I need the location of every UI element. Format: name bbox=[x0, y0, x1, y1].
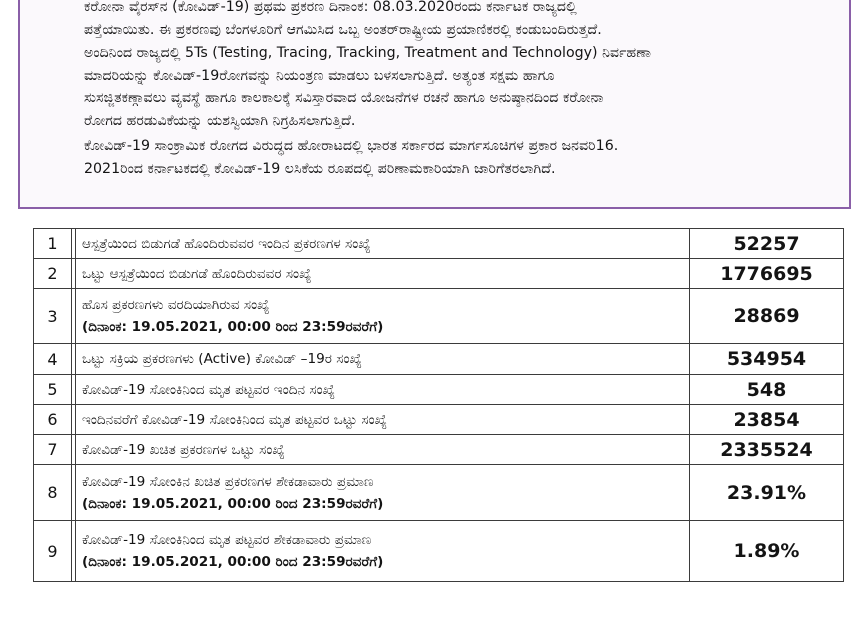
row-label: ಕೋವಿಡ್-19 ಖಚಿತ ಪ್ರಕರಣಗಳ ಒಟ್ಟು ಸಂಖ್ಯೆ bbox=[82, 441, 285, 458]
table-row bbox=[34, 465, 844, 521]
intro-line: ಕರೋನಾ ವೈರಸ್‌ನ (ಕೋವಿಡ್-19) ಪ್ರಥಮ ಪ್ರಕರಣ ದಿನಾಂಕ: 08.03.2020ರಂದು ಕರ್ನಾಟಕ ರಾಜ್ಯದಲ್ಲಿ bbox=[84, 0, 577, 15]
row-number: 5 bbox=[34, 375, 72, 405]
row-label: ಆಸ್ಪತ್ರೆಯಿಂದ ಬಿಡುಗಡೆ ಹೊಂದಿರುವವರ ಇಂದಿನ ಪ್ರಕರಣಗಳ ಸಂಖ್ಯೆ bbox=[82, 235, 371, 252]
table-row bbox=[34, 405, 844, 435]
row-description bbox=[76, 521, 690, 582]
row-description bbox=[76, 435, 690, 465]
row-number: 1 bbox=[34, 229, 72, 259]
intro-paragraph-2 bbox=[84, 42, 839, 132]
row-description bbox=[76, 259, 690, 289]
intro-line: ಕೋವಿಡ್-19 ಸಾಂಕ್ರಾಮಿಕ ರೋಗದ ವಿರುದ್ಧದ ಹೋರಾಟದಲ್ಲಿ ಭಾರತ ಸರ್ಕಾರದ ಮಾರ್ಗಸೂಚಿಗಳ ಪ್ರಕಾರ ಜನವರಿ16. bbox=[84, 138, 619, 154]
row-value: 23854 bbox=[690, 405, 844, 435]
intro-line: ಮಾದರಿಯನ್ನು ಕೋವಿಡ್-19ರೋಗವನ್ನು ನಿಯಂತ್ರಣ ಮಾಡಲು ಬಳಸಲಾಗುತ್ತಿದೆ. ಅತ್ಯಂತ ಸಕ್ಷಮ ಹಾಗೂ bbox=[84, 67, 555, 84]
table-row bbox=[34, 229, 844, 259]
table-row bbox=[34, 344, 844, 375]
row-description bbox=[76, 405, 690, 435]
intro-line: 2021ರಿಂದ ಕರ್ನಾಟಕದಲ್ಲಿ ಕೋವಿಡ್-19 ಲಸಿಕೆಯ ರೂಪದಲ್ಲಿ ಪರಿಣಾಮಕಾರಿಯಾಗಿ ಜಾರಿಗೆತರಲಾಗಿದೆ. bbox=[84, 160, 556, 177]
intro-line: ಪತ್ತೆಯಾಯಿತು. ಈ ಪ್ರಕರಣವು ಬೆಂಗಳೂರಿಗೆ ಆಗಮಿಸಿದ ಒಬ್ಬ ಅಂತರ್‌ರಾಷ್ಟ್ರೀಯ ಪ್ರಯಾಣಿಕರಲ್ಲಿ ಕಂಡುಬಂದಿರುತ್ತದೆ. bbox=[84, 21, 602, 38]
row-value: 23.91% bbox=[690, 465, 844, 521]
intro-paragraph-3 bbox=[84, 135, 839, 180]
row-number: 3 bbox=[34, 289, 72, 344]
table-row bbox=[34, 375, 844, 405]
row-number: 6 bbox=[34, 405, 72, 435]
row-value: 548 bbox=[690, 375, 844, 405]
row-description bbox=[76, 229, 690, 259]
row-label: ಒಟ್ಟು ಸಕ್ರಿಯ ಪ್ರಕರಣಗಳು (Active) ಕೋವಿಡ್ –19ರ ಸಂಖ್ಯೆ bbox=[82, 351, 362, 367]
table-row bbox=[34, 521, 844, 582]
row-value: 2335524 bbox=[690, 435, 844, 465]
row-value: 1776695 bbox=[690, 259, 844, 289]
intro-line: ರೋಗದ ಹರಡುವಿಕೆಯನ್ನು ಯಶಸ್ವಿಯಾಗಿ ನಿಗ್ರಹಿಸಲಾಗುತ್ತಿದೆ. bbox=[84, 112, 356, 129]
table-row bbox=[34, 435, 844, 465]
row-value: 534954 bbox=[690, 344, 844, 375]
row-date-range: (ದಿನಾಂಕ: 19.05.2021, 00:00 ರಿಂದ 23:59ರವರೆಗೆ) bbox=[82, 319, 384, 335]
intro-paragraph-1 bbox=[84, 0, 839, 41]
row-value: 28869 bbox=[690, 289, 844, 344]
row-description bbox=[76, 465, 690, 521]
intro-line: ಅಂದಿನಿಂದ ರಾಜ್ಯದಲ್ಲಿ 5Ts (Testing, Tracing, Tracking, Treatment and Technology) ನಿರ್ವಹಣಾ bbox=[84, 45, 652, 61]
covid-stats-table bbox=[33, 228, 844, 582]
row-number: 8 bbox=[34, 465, 72, 521]
row-value: 1.89% bbox=[690, 521, 844, 582]
row-number: 2 bbox=[34, 259, 72, 289]
row-label: ಕೋವಿಡ್-19 ಸೋಂಕಿನ ಖಚಿತ ಪ್ರಕರಣಗಳ ಶೇಕಡಾವಾರು ಪ್ರಮಾಣ bbox=[82, 473, 374, 490]
row-description bbox=[76, 375, 690, 405]
row-number: 7 bbox=[34, 435, 72, 465]
row-label: ಹೊಸ ಪ್ರಕರಣಗಳು ವರದಿಯಾಗಿರುವ ಸಂಖ್ಯೆ bbox=[82, 297, 270, 313]
row-label: ಕೋವಿಡ್-19 ಸೋಂಕಿನಿಂದ ಮೃತ ಪಟ್ಟವರ ಶೇಕಡಾವಾರು ಪ್ರಮಾಣ bbox=[82, 532, 372, 548]
row-label: ಒಟ್ಟು ಆಸ್ಪತ್ರೆಯಿಂದ ಬಿಡುಗಡೆ ಹೊಂದಿರುವವರ ಸಂಖ್ಯೆ bbox=[82, 265, 312, 282]
intro-text-box bbox=[18, 0, 851, 209]
row-number: 9 bbox=[34, 521, 72, 582]
row-label: ಕೋವಿಡ್-19 ಸೋಂಕಿನಿಂದ ಮೃತ ಪಟ್ಟವರ ಇಂದಿನ ಸಂಖ್ಯೆ bbox=[82, 381, 335, 398]
row-date-range: (ದಿನಾಂಕ: 19.05.2021, 00:00 ರಿಂದ 23:59ರವರೆಗೆ) bbox=[82, 495, 384, 512]
table-row bbox=[34, 289, 844, 344]
row-description bbox=[76, 289, 690, 344]
row-date-range: (ದಿನಾಂಕ: 19.05.2021, 00:00 ರಿಂದ 23:59ರವರೆಗೆ) bbox=[82, 554, 384, 570]
row-value: 52257 bbox=[690, 229, 844, 259]
row-description bbox=[76, 344, 690, 375]
row-label: ಇಂದಿನವರೆಗೆ ಕೋವಿಡ್-19 ಸೋಂಕಿನಿಂದ ಮೃತ ಪಟ್ಟವರ ಒಟ್ಟು ಸಂಖ್ಯೆ bbox=[82, 411, 387, 428]
intro-line: ಸುಸಜ್ಜಿತಕಣ್ಗಾವಲು ವ್ಯವಸ್ಥೆ ಹಾಗೂ ಕಾಲಕಾಲಕ್ಕೆ ಸವಿಸ್ತಾರವಾದ ಯೋಜನೆಗಳ ರಚನೆ ಹಾಗೂ ಅನುಷ್ಠಾನದಿಂದ ಕರೋನಾ bbox=[84, 90, 604, 106]
table-row bbox=[34, 259, 844, 289]
row-number: 4 bbox=[34, 344, 72, 375]
